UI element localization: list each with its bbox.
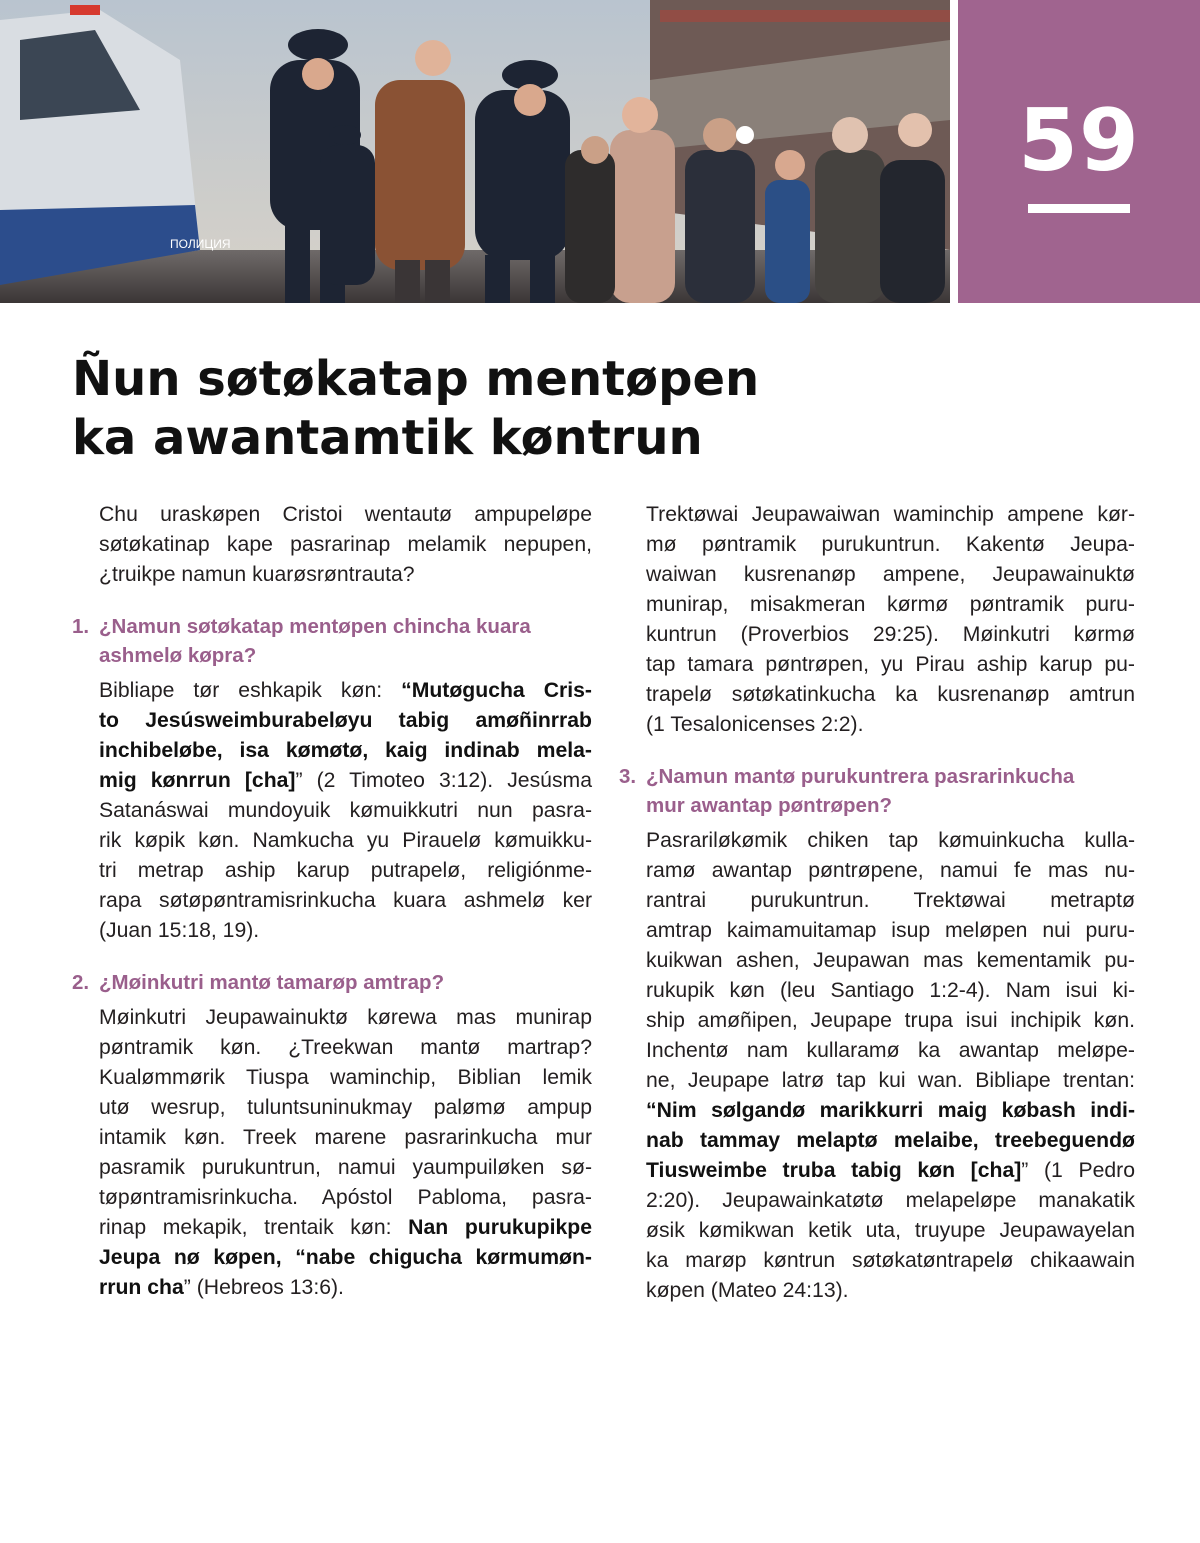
text-line [646,1156,1135,1186]
question-text: ¿Møinkutri mantø tamarøp amtrap? [99,971,445,994]
text-line: munirap, misakmeran kørmø pøntramik puru- [646,593,1135,616]
text-line: kuikwan ashen, Jeupawan mas kementamik pu- [646,949,1135,972]
text-line: rik køpik køn. Namkucha yu Pirauelø kømuikku- [99,829,592,852]
text-line: intamik køn. Treek marene pasrarinkucha mur [99,1126,592,1149]
text-line: rukupik køn (leu Santiago 1:2-4). Nam isui ki- [646,979,1135,1002]
text-line [99,1213,592,1243]
lesson-number-underline [1028,204,1130,213]
page-title [72,350,892,468]
text-line: waiwan kusrenanøp ampene, Jeupawainuktø [646,563,1135,586]
text-line: Kualømmørik Tiuspa waminchip, Biblian lemik [99,1066,592,1089]
lesson-number: 59 [1018,91,1140,191]
text-line: ramø awantap pøntrøpene, namui fe mas nu- [646,859,1135,882]
text-line: mø pøntramik purukuntrun. Kakentø Jeupa- [646,533,1135,556]
text-line [99,1273,592,1303]
text-line [99,706,592,736]
text-line: 2:20). Jeupawainkatøtø melapeløpe manakatik [646,1189,1135,1212]
question-text: ¿Namun mantø purukuntrera pasrarinkucha [646,765,1075,788]
question-2 [72,968,592,997]
text-line: køpen (Mateo 24:13). [646,1279,849,1302]
question-text: ashmelø køpra? [99,644,257,667]
text-line: tri metrap aship karup putrapelø, religiónme- [99,859,592,882]
text-line: tøpøntramisrinkucha. Apóstol Pabloma, pasra- [99,1186,592,1209]
quote-run: nab tammay melaptø melaibe, treebeguendø [646,1129,1135,1152]
quote-run: Jeupa nø køpen, “nabe chigucha kørmumøn- [99,1246,592,1269]
text-line: øsik kømikwan ketik uta, truyupe Jeupawayelan [646,1219,1135,1242]
text-line: kuntrun (Proverbios 29:25). Møinkutri kørmø [646,623,1135,646]
text-run: Bibliape tør eshkapik køn: [99,679,402,702]
text-line: (1 Tesalonicenses 2:2). [646,713,864,736]
text-line: ka marøp køntrun søtøkatøntrapelø chikaawain [646,1249,1135,1272]
question-1 [72,612,592,670]
question-text: mur awantap pøntrøpen? [646,794,892,817]
text-run: rinap mekapik, trentaik køn: [99,1216,409,1239]
text-run: ” (2 Timoteo 3:12). Jesúsma [295,769,592,792]
text-line [646,1096,1135,1126]
text-line [99,1243,592,1273]
answer-2 [99,1003,592,1303]
answer-3 [646,826,1135,1306]
text-line: ship amøñipen, Jeupape trupa isui inchipik køn. [646,1009,1135,1032]
quote-run: “Nim sølgandø marikkurri maig købash indi- [646,1099,1135,1122]
text-line: rapa søtøpøntramisrinkucha kuara ashmelø ker [99,889,592,912]
text-line: trapelø søtøkatinkucha ka kusrenanøp amtrun [646,683,1135,706]
text-line: Møinkutri Jeupawainuktø kørewa mas munirap [99,1006,592,1029]
text-line: utø wesrup, tuluntsuninukmay palømø ampup [99,1096,592,1119]
quote-run: mig kønrrun [cha] [99,769,296,792]
title-line-2: ka awantamtik køntrun [72,410,703,466]
text-line [99,766,592,796]
question-3 [619,762,1135,820]
answer-1 [99,676,592,946]
text-line: pasramik purukuntrun, namui yaumpuiløken sø- [99,1156,592,1179]
quote-run: Tiusweimbe truba tabig køn [cha] [646,1159,1022,1182]
text-line: amtrap kaimamuitamap isup meløpen nui puru- [646,919,1135,942]
text-line [99,736,592,766]
quote-run: inchibeløbe, isa kømøtø, kaig indinab mela- [99,739,592,762]
title-line-1: Ñun søtøkatap mentøpen [72,351,760,407]
text-line: tap tamara pøntrøpen, yu Pirau aship karup pu- [646,653,1135,676]
text-line [99,676,592,706]
quote-run: Nan purukupikpe [408,1216,592,1239]
answer-2-continued [646,500,1135,740]
left-column [72,500,592,1303]
lesson-number-box [958,0,1200,303]
text-line [646,1126,1135,1156]
intro-paragraph [99,500,592,590]
quote-run: “Mutøgucha Cris- [401,679,592,702]
text-run: ” (Hebreos 13:6). [183,1276,344,1299]
text-line: ¿truikpe namun kuarøsrøntrauta? [99,563,415,586]
quote-run: to Jesúsweimburabeløyu tabig amøñinrrab [99,709,592,732]
header-photo [0,0,950,303]
text-line: rantrai purukuntrun. Trektøwai metraptø [646,889,1135,912]
text-line: søtøkatinap kape pasrarinap melamik nepupen, [99,533,592,556]
text-line: Inchentø nam kullaramø ka awantap meløpe- [646,1039,1135,1062]
text-line: Satanáswai mundoyuik kømuikkutri nun pasra- [99,799,592,822]
question-number: 3. [619,765,637,788]
van-label: ПОЛИЦИЯ [170,237,231,251]
right-column [619,500,1135,1306]
text-line: Trektøwai Jeupawaiwan waminchip ampene kør- [646,503,1135,526]
quote-run: rrun cha [99,1276,184,1299]
text-run: ” (1 Pedro [1021,1159,1135,1182]
text-line: pøntramik køn. ¿Treekwan mantø martrap? [99,1036,592,1059]
question-text: ¿Namun søtøkatap mentøpen chincha kuara [99,615,531,638]
question-number: 1. [72,615,90,638]
question-number: 2. [72,971,90,994]
text-line: Pasrariløkømik chiken tap kømuinkucha kulla- [646,829,1135,852]
text-line: Chu uraskøpen Cristoi wentautø ampupeløpe [99,503,592,526]
text-line: ne, Jeupape latrø tap kui wan. Bibliape trentan: [646,1069,1135,1092]
text-line: (Juan 15:18, 19). [99,919,260,942]
